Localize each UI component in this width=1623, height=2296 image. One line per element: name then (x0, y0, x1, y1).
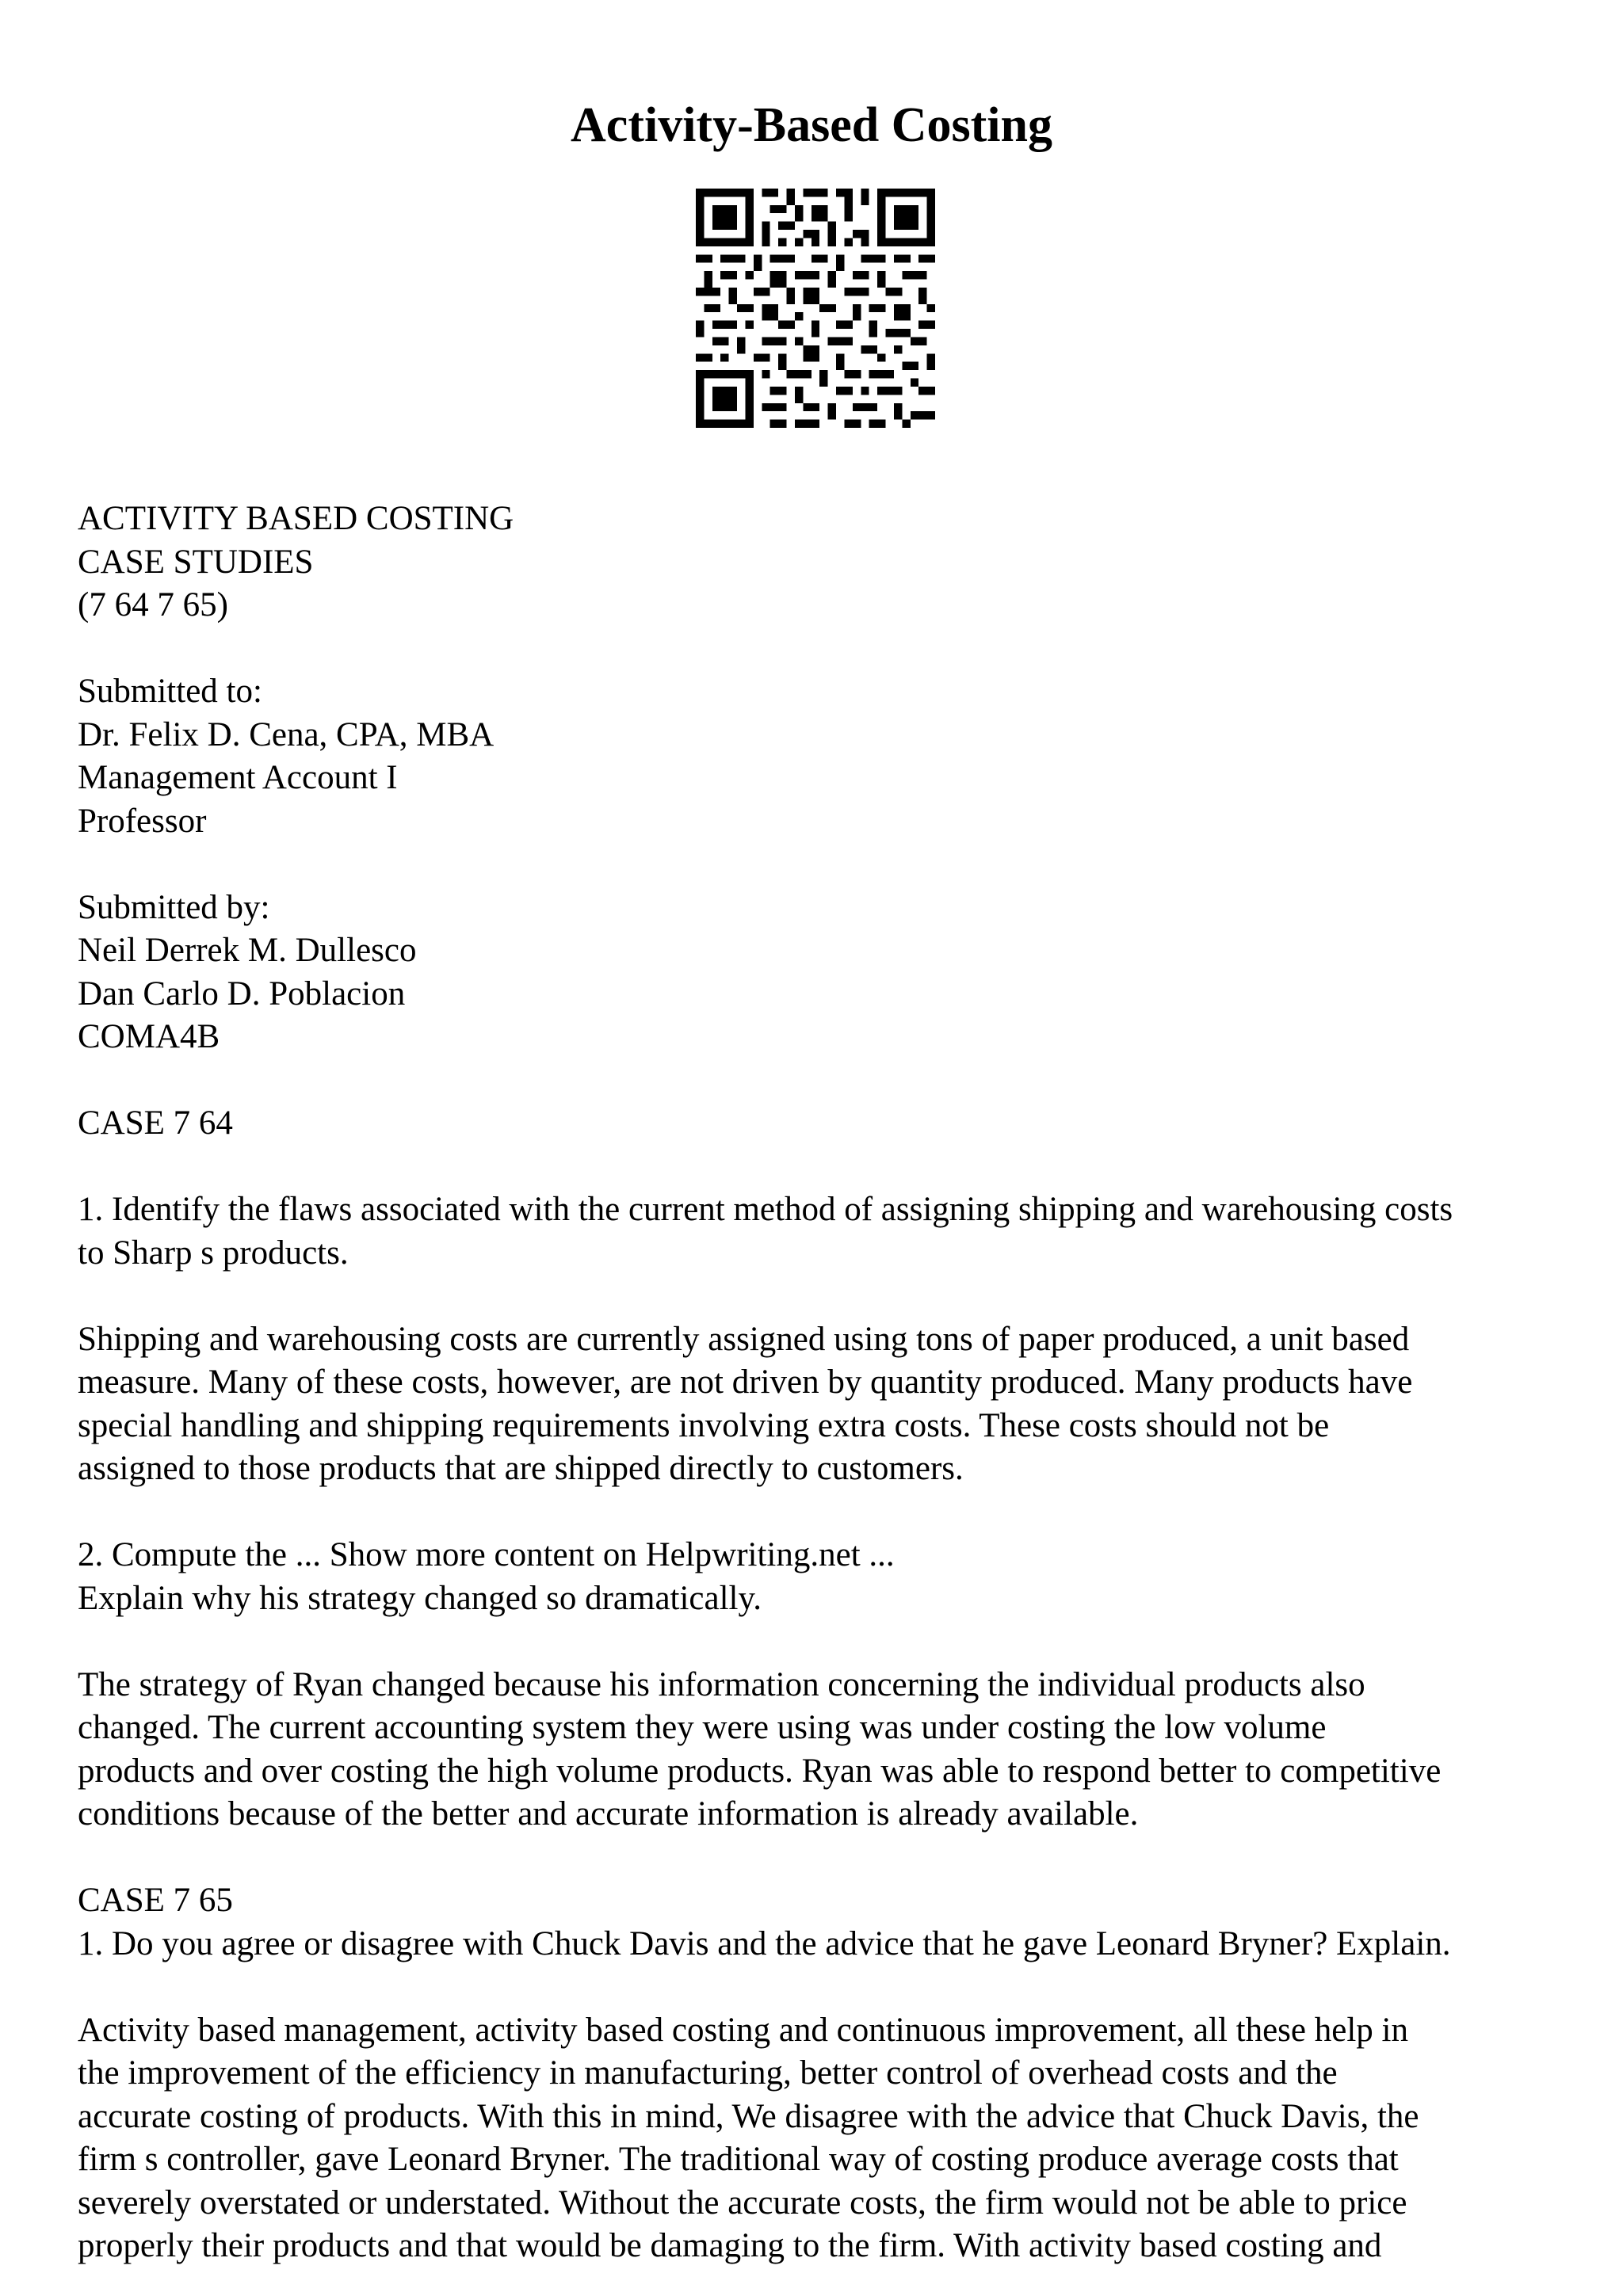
heading-line: CASE STUDIES (78, 543, 314, 581)
case-765-answer-1 (78, 2009, 1583, 2268)
submitted-by-line: Dan Carlo D. Poblacion (78, 974, 406, 1013)
case-764-label (78, 1102, 1583, 1146)
submitted-to-line: Submitted to: (78, 673, 262, 710)
paragraph-line: Shipping and warehousing costs are currently assigned using tons of paper produced, a unit based (78, 1320, 1410, 1358)
paragraph-line: products and over costing the high volume products. Ryan was able to respond better to competitive (78, 1752, 1442, 1790)
paragraph-line: The strategy of Ryan changed because his information concerning the individual products also (78, 1665, 1365, 1703)
paragraph-line: 1. Identify the flaws associated with the current method of assigning shipping and warehousing costs (78, 1191, 1453, 1228)
submitted-to (78, 670, 1583, 843)
qr-code-icon (696, 189, 935, 428)
paragraph-line: 1. Do you agree or disagree with Chuck Davis and the advice that he gave Leonard Bryner? Explain. (78, 1924, 1451, 1962)
case-764-answer-1 (78, 1318, 1583, 1491)
submitted-to-line: Management Account I (78, 759, 398, 796)
paragraph-line: to Sharp s products. (78, 1234, 349, 1272)
paragraph-line: assigned to those products that are shipped directly to customers. (78, 1450, 964, 1487)
paragraph-line: special handling and shipping requirements involving extra costs. These costs should not be (78, 1406, 1330, 1444)
heading-line: ACTIVITY BASED COSTING (78, 500, 514, 537)
submitted-to-line: Professor (78, 802, 207, 840)
paragraph-line: properly their products and that would be damaging to the firm. With activity based costing and (78, 2227, 1382, 2264)
paragraph-line: changed. The current accounting system they were using was under costing the low volume (78, 1709, 1327, 1746)
paragraph-line: conditions because of the better and accurate information is already available. (78, 1795, 1139, 1833)
case-764-answer-2 (78, 1664, 1583, 1836)
submitted-to-line: Dr. Felix D. Cena, CPA, MBA (78, 715, 495, 753)
submitted-by-line: Submitted by: (78, 888, 270, 926)
submitted-by (78, 887, 1583, 1059)
submitted-by-line: Neil Derrek M. Dullesco (78, 932, 417, 969)
paragraph-line: the improvement of the efficiency in manufacturing, better control of overhead costs and the (78, 2054, 1338, 2092)
case-764-question-2 (78, 1534, 1583, 1620)
paragraph-line: Explain why his strategy changed so dramatically. (78, 1579, 762, 1617)
heading-line: (7 64 7 65) (78, 586, 228, 624)
document-title: Activity-Based Costing (571, 98, 1052, 152)
report-heading (78, 498, 1583, 627)
paragraph-line: Activity based management, activity based costing and continuous improvement, all these help in (78, 2011, 1408, 2049)
paragraph-line: measure. Many of these costs, however, are not driven by quantity produced. Many products have (78, 1363, 1413, 1401)
case-label: CASE 7 64 (78, 1104, 233, 1142)
case-label: CASE 7 65 (78, 1882, 233, 1919)
paragraph-line: firm s controller, gave Leonard Bryner. The traditional way of costing produce average costs that (78, 2141, 1399, 2178)
case-764-question-1 (78, 1188, 1583, 1275)
case-765-header (78, 1879, 1583, 1966)
paragraph-line: accurate costing of products. With this in mind, We disagree with the advice that Chuck Davis, the (78, 2097, 1419, 2135)
document-body (78, 498, 1583, 2268)
submitted-by-line: COMA4B (78, 1018, 220, 1055)
paragraph-line: severely overstated or understated. Without the accurate costs, the firm would not be able to price (78, 2183, 1407, 2222)
paragraph-line: 2. Compute the ... Show more content on Helpwriting.net ... (78, 1536, 895, 1573)
